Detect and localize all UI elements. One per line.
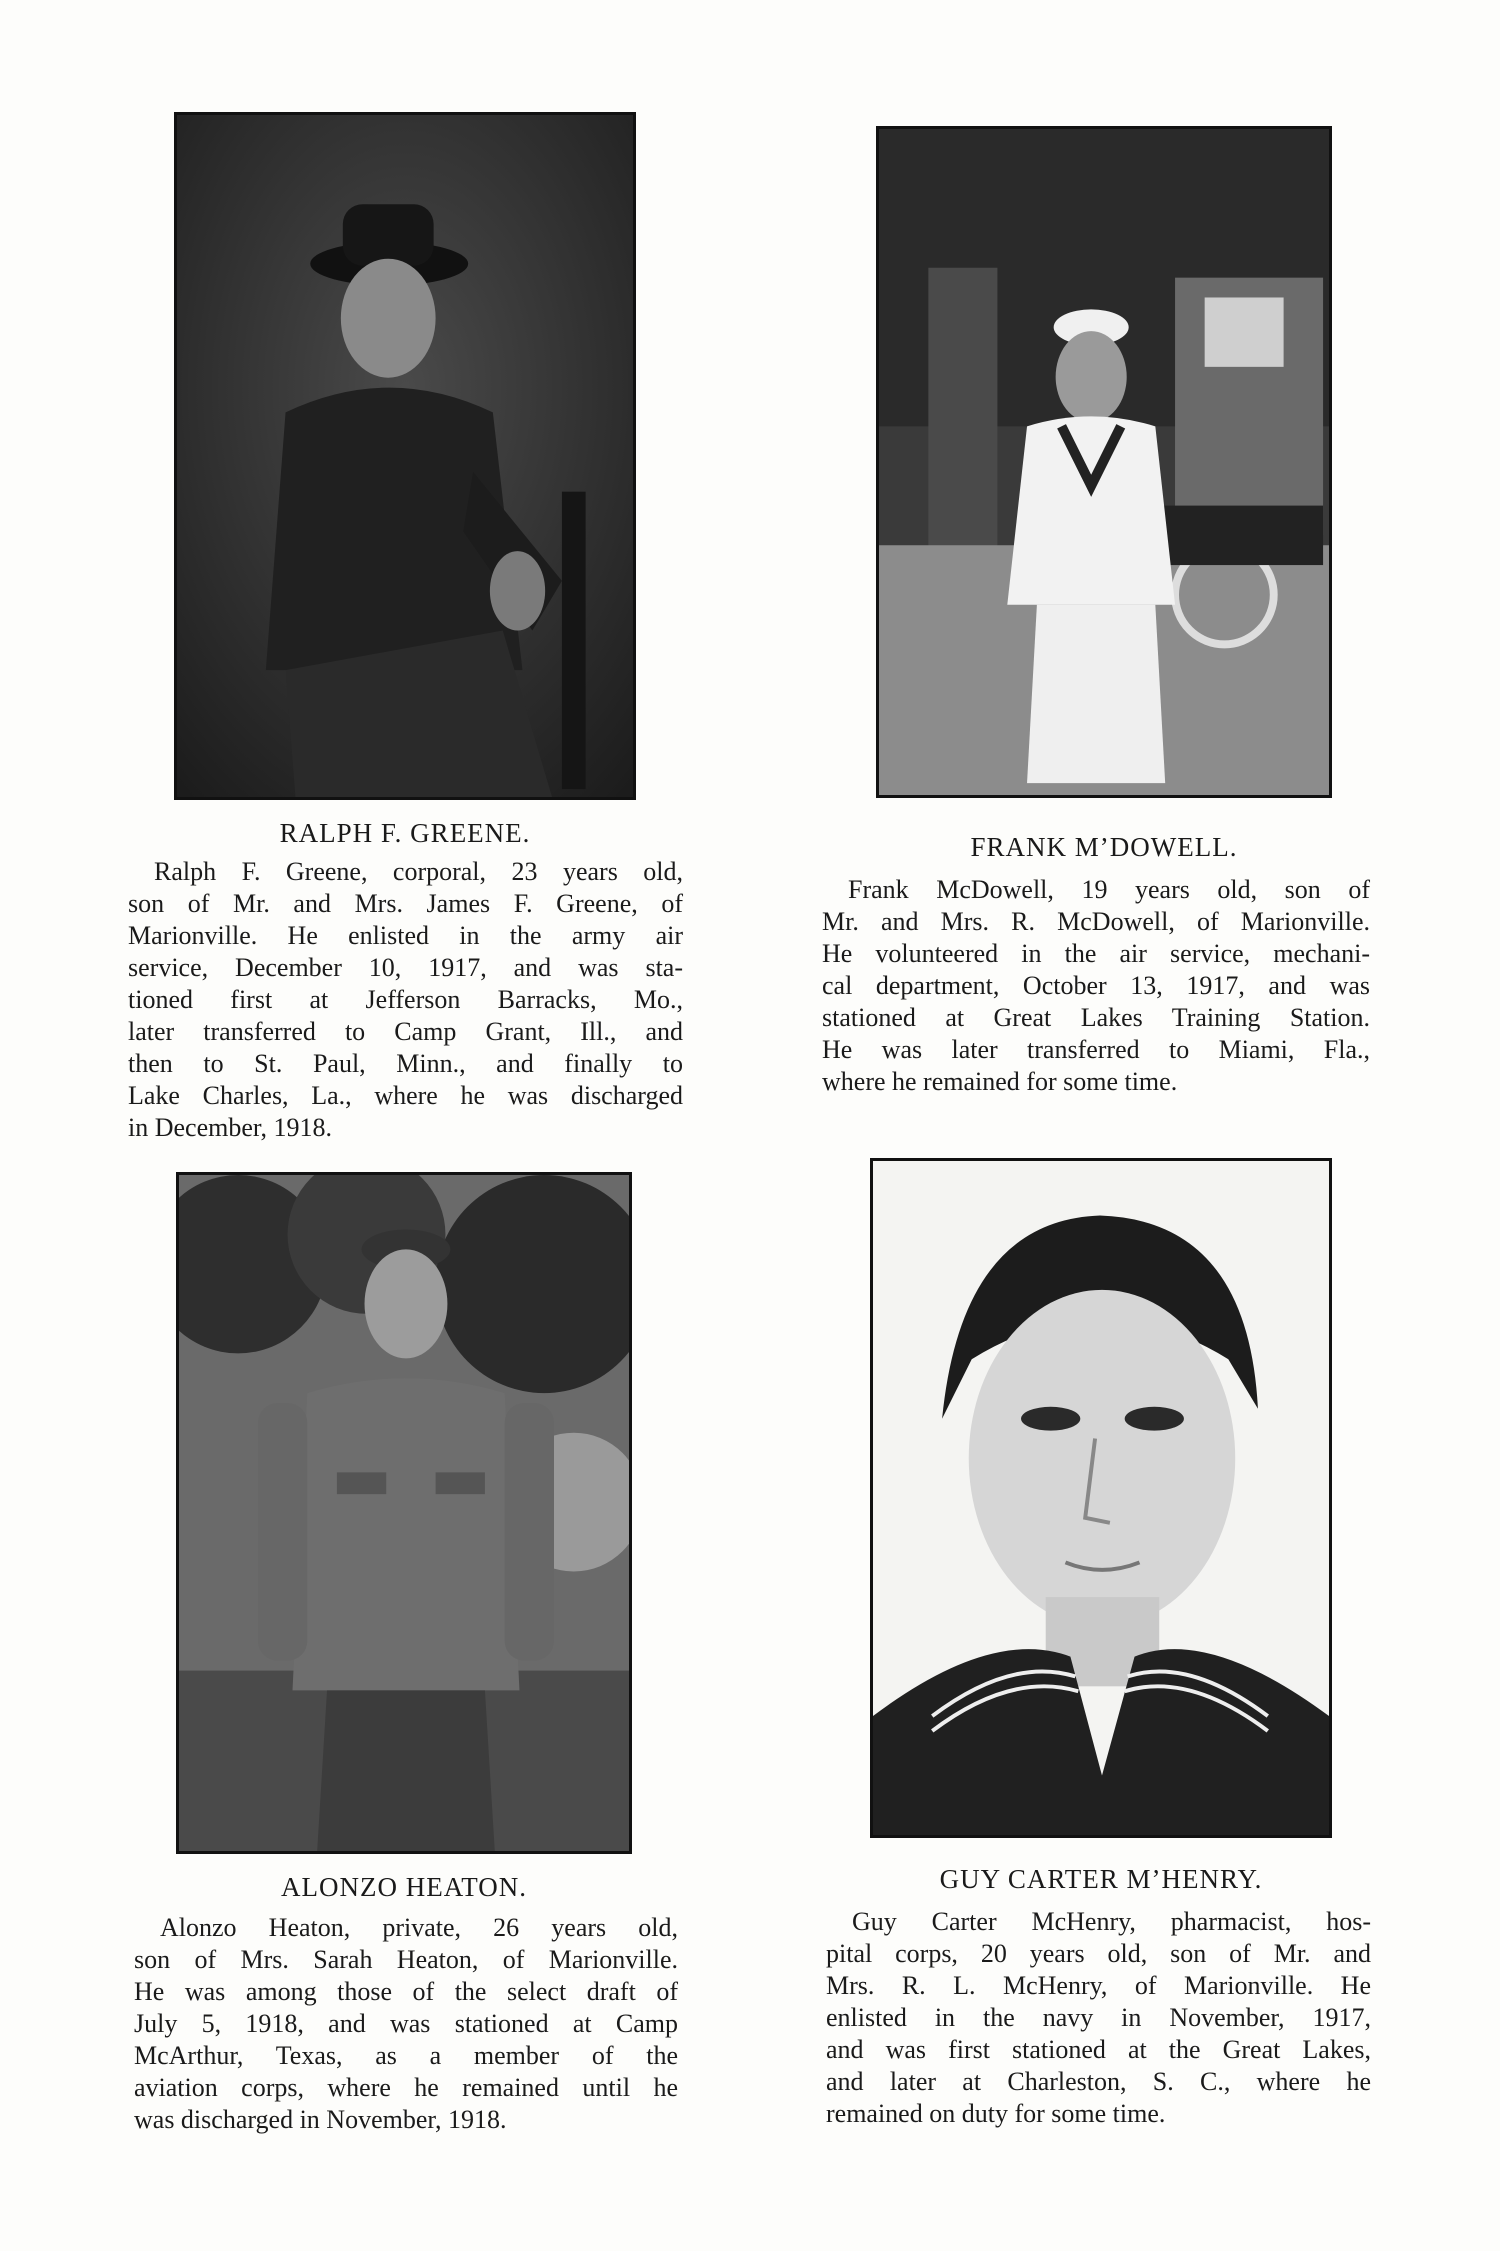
text-line: tioned first at Jefferson Barracks, Mo., [128, 985, 683, 1014]
caption-title-heaton: ALONZO HEATON. [281, 1872, 527, 1902]
caption-title-mcdowell: FRANK M’DOWELL. [970, 832, 1238, 862]
portrait-photo-mchenry [870, 1158, 1332, 1838]
soldier-portrait-icon [177, 115, 633, 797]
caption-title-greene: RALPH F. GREENE. [279, 818, 531, 848]
text-line: son of Mr. and Mrs. James F. Greene, of [128, 889, 683, 918]
text-line: Mrs. R. L. McHenry, of Marionville. He [826, 1971, 1371, 2000]
caption-title-mchenry: GUY CARTER M’HENRY. [939, 1864, 1263, 1894]
text-line: July 5, 1918, and was stationed at Camp [134, 2009, 678, 2038]
sailor-portrait-icon [873, 1161, 1329, 1835]
text-line: McArthur, Texas, as a member of the [134, 2041, 678, 2070]
caption-body-heaton [134, 1912, 678, 2136]
text-line: then to St. Paul, Minn., and finally to [128, 1049, 683, 1078]
text-line: pital corps, 20 years old, son of Mr. and [826, 1939, 1371, 1968]
text-line: aviation corps, where he remained until he [134, 2073, 678, 2102]
text-line: where he remained for some time. [822, 1067, 1178, 1096]
text-line: later transferred to Camp Grant, Ill., and [128, 1017, 683, 1046]
portrait-photo-greene [174, 112, 636, 800]
text-line: Lake Charles, La., where he was discharged [128, 1081, 683, 1110]
caption-body-mchenry [826, 1906, 1371, 2130]
text-line: son of Mrs. Sarah Heaton, of Marionville. [134, 1945, 678, 1974]
text-line: was discharged in November, 1918. [134, 2105, 507, 2134]
text-line: He volunteered in the air service, mechani- [822, 939, 1370, 968]
sailor-photo-icon [879, 129, 1329, 795]
text-line: in December, 1918. [128, 1113, 333, 1142]
text-line: and later at Charleston, S. C., where he [826, 2067, 1371, 2096]
text-line: He was later transferred to Miami, Fla., [822, 1035, 1370, 1064]
text-line: Ralph F. Greene, corporal, 23 years old, [154, 857, 683, 886]
text-line: Frank McDowell, 19 years old, son of [848, 875, 1370, 904]
text-line: service, December 10, 1917, and was sta- [128, 953, 683, 982]
caption-body-mcdowell [822, 874, 1370, 1098]
text-line: enlisted in the navy in November, 1917, [826, 2003, 1371, 2032]
text-line: Mr. and Mrs. R. McDowell, of Marionville. [822, 907, 1370, 936]
text-line: He was among those of the select draft of [134, 1977, 678, 2006]
text-line: and was first stationed at the Great Lakes, [826, 2035, 1371, 2064]
soldier-standing-icon [179, 1175, 629, 1851]
caption-body-greene [128, 856, 683, 1144]
text-line: Alonzo Heaton, private, 26 years old, [160, 1913, 678, 1942]
text-line: stationed at Great Lakes Training Station. [822, 1003, 1370, 1032]
portrait-photo-mcdowell [876, 126, 1332, 798]
text-line: cal department, October 13, 1917, and was [822, 971, 1370, 1000]
text-line: Marionville. He enlisted in the army air [128, 921, 683, 950]
text-line: Guy Carter McHenry, pharmacist, hos- [852, 1907, 1371, 1936]
text-line: remained on duty for some time. [826, 2099, 1166, 2128]
portrait-photo-heaton [176, 1172, 632, 1854]
